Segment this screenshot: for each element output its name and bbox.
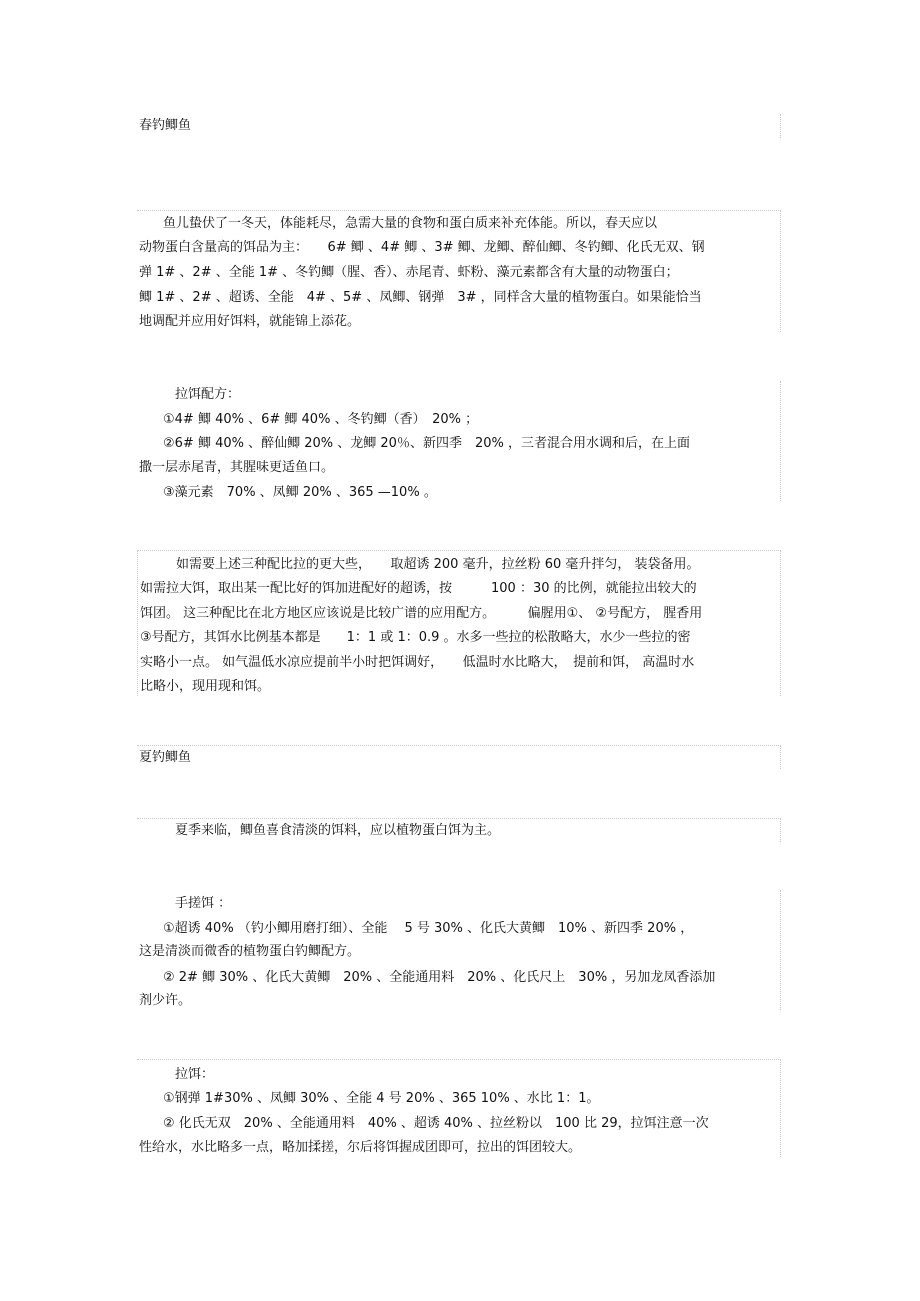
spring-recipe-block xyxy=(137,381,781,501)
paragraph-line: 弹 1# 、2# 、全能 1# 、冬钓鲫（腥、香）、赤尾青、虾粉、藻元素都含有大量的动物蛋白； xyxy=(139,265,679,280)
paragraph-line: 动物蛋白含量高的饵品为主： 6# 鲫 、4# 鲫 、3# 鲫、龙鲫、醉仙鲫、冬钓鲫、化氏无双、钢 xyxy=(139,240,705,255)
recipe-title: 手搓饵 ： xyxy=(175,896,232,911)
recipe-item: 剂少许。 xyxy=(139,993,192,1008)
paragraph-line: 如需要上述三种配比拉的更大些， 取超诱 200 毫升，拉丝粉 60 毫升拌匀， 装袋备用。 xyxy=(176,557,700,572)
recipe-item: ①4# 鲫 40% 、6# 鲫 40% 、冬钓鲫（香） 20% ； xyxy=(163,412,479,427)
paragraph-line: 如需拉大饵，取出某一配比好的饵加进配好的超诱，按 100 ：30 的比例，就能拉出较大的 xyxy=(140,581,697,596)
paragraph-line: 实略小一点。 如气温低水凉应提前半小时把饵调好， 低温时水比略大， 提前和饵， 高温时水 xyxy=(140,655,695,670)
recipe-item: ② 2# 鲫 30% 、化氏大黄鲫 20% 、全能通用料 20% 、化氏尺上 30% ，另加龙凤香添加 xyxy=(163,970,716,985)
recipe-item: ② 化氏无双 20% 、全能通用料 40% 、超诱 40% 、拉丝粉以 100 比 29，拉饵注意一次 xyxy=(163,1116,709,1131)
recipe-item: 撒一层赤尾青，其腥味更适鱼口。 xyxy=(139,460,335,475)
recipe-item: ③藻元素 70% 、凤鲫 20% 、365 —10% 。 xyxy=(163,485,437,500)
recipe-item: 这是清淡而微香的植物蛋白钓鲫配方。 xyxy=(139,944,361,959)
paragraph-line: 饵团。 这三种配比在北方地区应该说是比较广谱的应用配方。 偏腥用①、 ②号配方， 腥香用 xyxy=(140,606,703,621)
paragraph-line: 夏季来临，鲫鱼喜食清淡的饵料，应以植物蛋白饵为主。 xyxy=(175,823,501,838)
paragraph-line: 地调配并应用好饵料，就能锦上添花。 xyxy=(139,314,361,329)
summer-heading-block xyxy=(137,745,781,769)
spring-method-block xyxy=(137,550,781,696)
recipe-title: 拉饵配方： xyxy=(175,387,241,402)
paragraph-line: 比略小，现用现和饵。 xyxy=(140,679,271,694)
summer-pull-bait-block xyxy=(137,1059,781,1157)
recipe-item: ①超诱 40% （钓小鲫用磨打细）、全能 5 号 30% 、化氏大黄鲫 10% 、新四季 20% ， xyxy=(163,921,694,936)
summer-heading: 夏钓鲫鱼 xyxy=(139,750,192,765)
paragraph-line: 鲫 1# 、2# 、超诱、全能 4# 、5# 、凤鲫、钢弹 3# ，同样含大量的植物蛋白。如果能恰当 xyxy=(139,290,702,305)
recipe-item: ②6# 鲫 40% 、醉仙鲫 20% 、龙鲫 20％、新四季 20% ，三者混合用水调和后，在上面 xyxy=(163,436,690,451)
summer-hand-bait-block xyxy=(137,890,781,1010)
spring-heading-block xyxy=(137,114,781,138)
spring-intro-block xyxy=(137,210,781,332)
summer-intro-block xyxy=(137,818,781,842)
recipe-item: 性给水，水比略多一点，略加揉搓，尔后将饵握成团即可，拉出的饵团较大。 xyxy=(139,1140,582,1155)
spring-heading: 春钓鲫鱼 xyxy=(139,118,192,133)
recipe-title: 拉饵： xyxy=(175,1067,215,1082)
recipe-item: ①钢弹 1#30% 、凤鲫 30% 、全能 4 号 20% 、365 10% 、水比 1：1。 xyxy=(163,1091,600,1106)
paragraph-line: 鱼儿蛰伏了一冬天，体能耗尽，急需大量的食物和蛋白质来补充体能。所以，春天应以 xyxy=(163,216,658,231)
paragraph-line: ③号配方，其饵水比例基本都是 1：1 或 1：0.9 。水多一些拉的松散略大，水少一些拉的密 xyxy=(140,630,691,645)
